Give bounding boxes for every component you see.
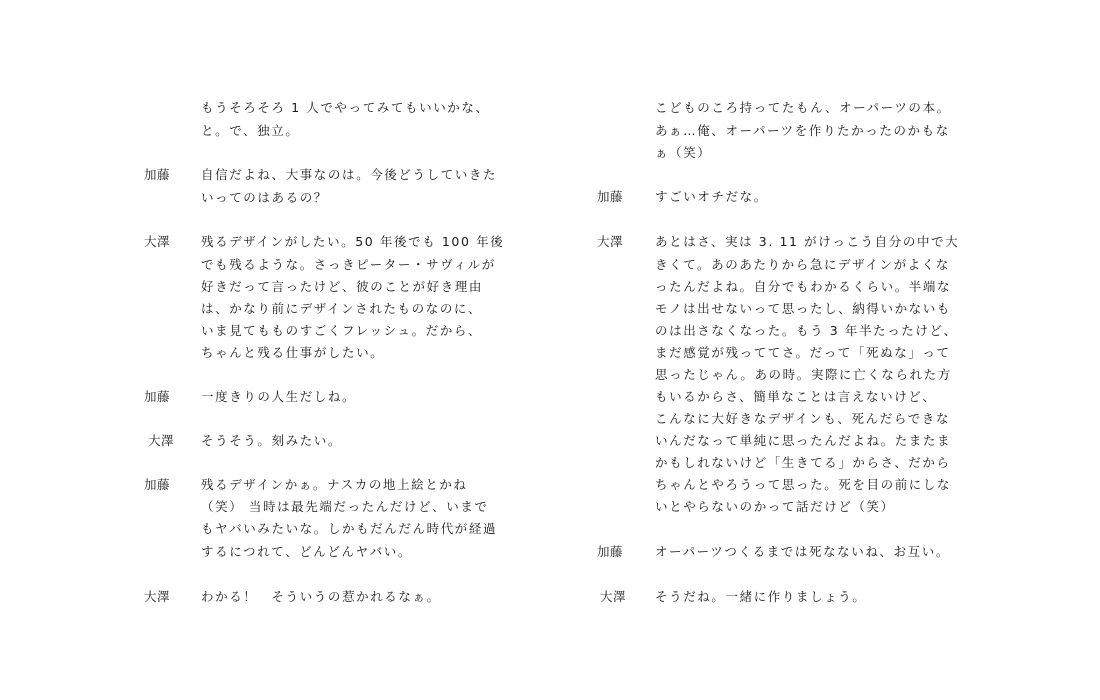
dialogue-line: するにつれて、どんどんヤバい。 [201, 544, 413, 559]
dialogue-line: 一度きりの人生だしね。 [201, 389, 357, 404]
dialogue-line: （笑） 当時は最先端だったんだけど、いまで [201, 499, 489, 514]
dialogue-line: こどものころ持ってたもん、オーパーツの本。 [655, 100, 951, 115]
speaker-label: 大澤 [144, 589, 171, 604]
dialogue-line: は、かなり前にデザインされたものなのに、 [201, 301, 483, 316]
dialogue-line: 残るデザインがしたい。50 年後でも 100 年後 [201, 234, 505, 249]
dialogue-line: と。で、独立。 [201, 123, 300, 138]
speaker-label: 大澤 [148, 433, 175, 448]
speaker-label: 大澤 [600, 589, 627, 604]
speaker-label: 加藤 [597, 544, 624, 559]
dialogue-line: すごいオチだな。 [655, 189, 768, 204]
dialogue-line: もうそろそろ 1 人でやってみてもいいかな、 [201, 100, 490, 115]
dialogue-line: いってのはあるの？ [201, 190, 328, 205]
dialogue-line: ぁ（笑） [655, 145, 712, 160]
dialogue-line: ちゃんと残る仕事がしたい。 [201, 345, 385, 360]
dialogue-line: オーパーツつくるまでは死なないね、お互い。 [655, 544, 950, 559]
dialogue-line: いとやらないのかって話だけど（笑） [655, 499, 895, 514]
dialogue-line: いま見てもものすごくフレッシュ。だから、 [201, 323, 483, 338]
speaker-label: 大澤 [597, 234, 624, 249]
dialogue-line: かもしれないけど「生きてる」からさ、だから [655, 455, 951, 470]
speaker-label: 加藤 [144, 167, 171, 182]
dialogue-line: いんだなって単純に思ったんだよね。たまたま [655, 433, 952, 448]
dialogue-line: あぁ…俺、オーパーツを作りたかったのかもな [655, 123, 950, 138]
speaker-label: 加藤 [144, 389, 171, 404]
dialogue-line: きくて。あのあたりから急にデザインがよくな [655, 257, 950, 272]
dialogue-line: モノは出せないって思ったし、納得いかないも [655, 301, 951, 316]
dialogue-line: ちゃんとやろうって思った。死を目の前にしな [655, 477, 952, 492]
dialogue-line: まだ感覚が残っててさ。だって「死ぬな」って [655, 345, 951, 360]
speaker-label: 加藤 [597, 189, 624, 204]
dialogue-line: 好きだって言ったけど、彼のことが好き理由 [201, 279, 484, 294]
dialogue-line: そうだね。一緒に作りましょう。 [655, 589, 867, 604]
dialogue-line: そうそう。刻みたい。 [201, 433, 343, 448]
dialogue-line: こんなに大好きなデザインも、死んだらできな [655, 411, 951, 426]
dialogue-line: 思ったじゃん。あの時。実際に亡くなられた方 [655, 367, 952, 382]
dialogue-line: のは出さなくなった。もう 3 年半たったけど、 [655, 323, 958, 338]
speaker-label: 大澤 [144, 234, 171, 249]
dialogue-line: もヤバいみたいな。しかもだんだん時代が経過 [201, 521, 498, 536]
dialogue-line: でも残るような。さっきピーター・サヴィルが [201, 257, 496, 272]
dialogue-line: 自信だよね、大事なのは。今後どうしていきた [201, 167, 498, 182]
dialogue-line: ったんだよね。自分でもわかるくらい。半端な [655, 279, 952, 294]
speaker-label: 加藤 [144, 477, 171, 492]
dialogue-line: 残るデザインかぁ。ナスカの地上絵とかね [201, 477, 468, 492]
dialogue-line: もいるからさ、簡単なことは言えないけど、 [655, 389, 937, 404]
dialogue-line: あとはさ、実は 3. 11 がけっこう自分の中で大 [655, 234, 960, 249]
dialogue-line: わかる！ そういうの惹かれるなぁ。 [201, 589, 441, 604]
